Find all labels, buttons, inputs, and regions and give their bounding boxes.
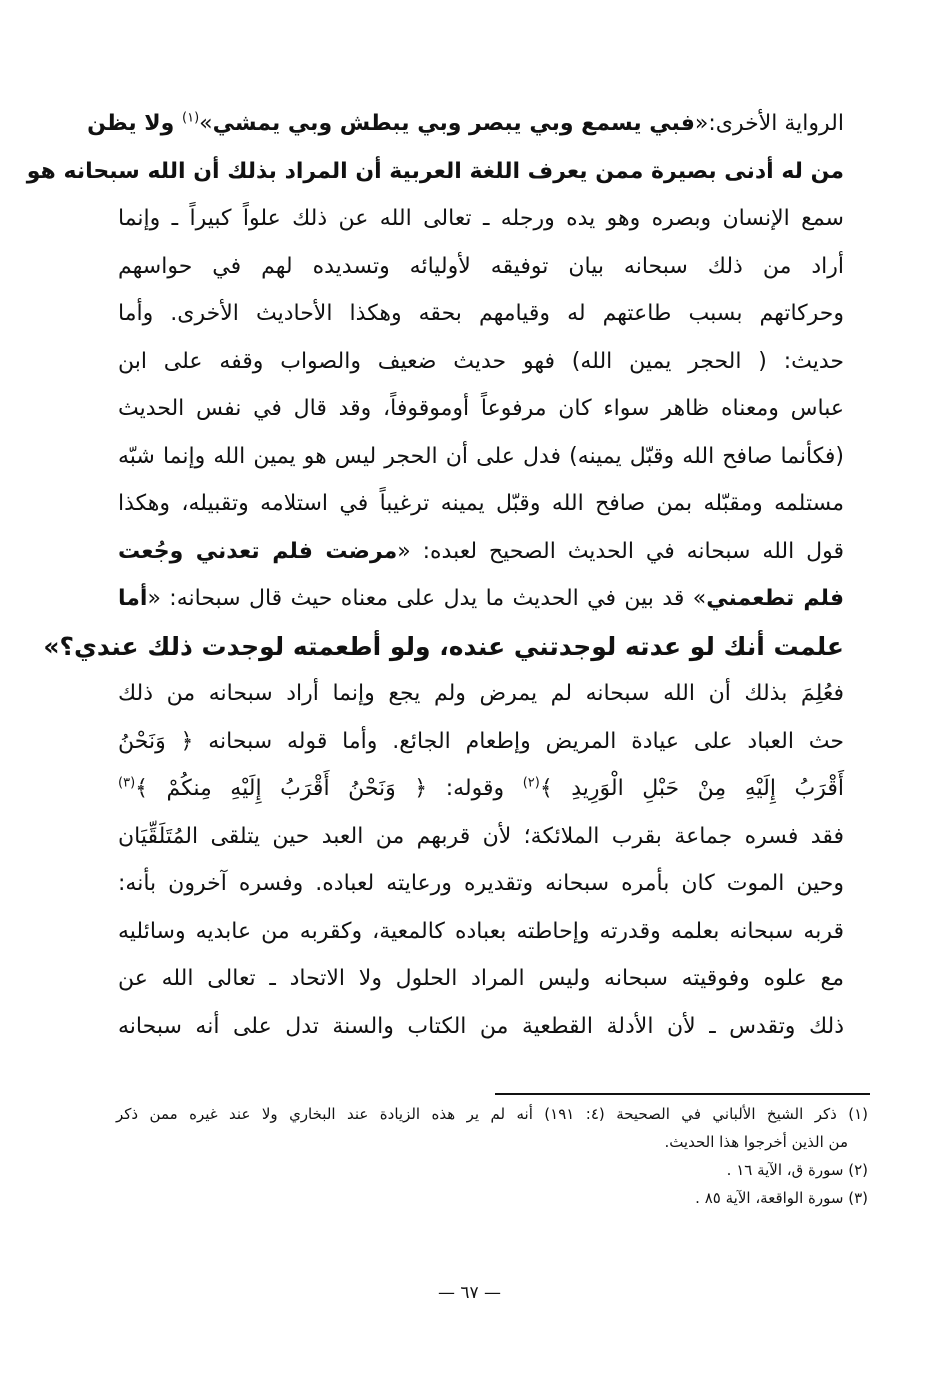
text-line: فلم تطعمني» قد بين في الحديث ما يدل على معناه حيث قال سبحانه: «أما <box>118 586 844 611</box>
footnote-ref[interactable]: (١) <box>182 110 200 126</box>
text-line: قربه سبحانه بعلمه وقدرته وإحاطته بعباده كالمعية، وكقربه من عابديه وسائليه <box>118 918 844 944</box>
main-text <box>26 100 844 1050</box>
text-line: الرواية الأخرى:«فبي يسمع وبي يبصر وبي يبطش وبي يمشي»$^{(١)}$ ولا يظن <box>87 110 844 136</box>
text-line: مستلمه ومقبّله بمن صافح الله وقبّل يمينه ترغيباً في استلامه وتقبيله، وهكذا <box>118 491 844 516</box>
text-line: وحركاتهم بسبب طاعتهم له وقيامهم بحقه وهكذا الأحاديث الأخرى. وأما <box>118 301 844 326</box>
text-line: قول الله سبحانه في الحديث الصحيح لعبده: «مرضت فلم تعدني وجُعت <box>118 538 844 564</box>
text-line: مع علوه وفوقيته سبحانه وليس المراد الحلول ولا الاتحاد ـ تعالى الله عن <box>118 966 844 991</box>
text-line: فعُلِمَ بذلك أن الله سبحانه لم يمرض ولم يجع وإنما أراد سبحانه من ذلك <box>118 681 844 706</box>
text-line: فقد فسره جماعة بقرب الملائكة؛ لأن قربهم من العبد حين يتلقى المُتَلَقِّيَان <box>118 823 844 849</box>
footnote: (١) ذكر الشيخ الألباني في الصحيحة (٤: ١٩١) أنه لم ير هذه الزيادة عند البخاري ولا عند غيره ممن ذكر <box>116 1105 869 1123</box>
text-line: (فكأنما صافح الله وقبّل يمينه) فدل على أن الحجر ليس هو يمين الله وإنما شبّه <box>118 443 844 469</box>
text-line: سمع الإنسان وبصره وهو يده ورجله ـ تعالى الله عن ذلك علواً كبيراً ـ وإنما <box>118 206 844 231</box>
footnote: (٣) سورة الواقعة، الآية ٨٥ . <box>695 1189 868 1207</box>
footnote-divider <box>495 1093 870 1095</box>
footnotes <box>116 1100 868 1212</box>
footnote-ref[interactable]: (٢) <box>522 775 540 791</box>
text-line: حث العباد على عيادة المريض وإطعام الجائع. وأما قوله سبحانه ﴿ وَنَحْنُ <box>118 728 844 754</box>
text-line: حديث: ( الحجر يمين الله) فهو حديث ضعيف والصواب وقفه على ابن <box>118 348 844 374</box>
text-line: من له أدنى بصيرة ممن يعرف اللغة العربية أن المراد بذلك أن الله سبحانه هو <box>26 158 844 184</box>
page-number: — ٦٧ — <box>437 1283 502 1303</box>
text-line: أَقْرَبُ إِلَيْهِ مِنْ حَبْلِ الْوَرِيدِ ﴾$^{(٢)}$ وقوله: ﴿ وَنَحْنُ أَقْرَبُ إِلَيْهِ مِنكُمْ ﴾$^{(٣)}$ <box>118 775 844 801</box>
text-line: وحين الموت كان بأمره سبحانه وتقديره ورعايته لعباده. وفسره آخرون بأنه: <box>118 871 844 896</box>
footnote-ref[interactable]: (٣) <box>118 775 136 791</box>
text-line: علمت أنك لو عدته لوجدتني عنده، ولو أطعمته لوجدت ذلك عندي؟» <box>43 631 844 661</box>
text-line: ذلك وتقدس ـ لأن الأدلة القطعية من الكتاب والسنة تدل على أنه سبحانه <box>118 1013 844 1039</box>
text-line: أراد من ذلك سبحانه بيان توفيقه لأوليائه وتسديده لهم في حواسهم <box>118 253 844 279</box>
footnote-continuation: من الذين أخرجوا هذا الحديث. <box>664 1133 848 1151</box>
footnote: (٢) سورة ق، الآية ١٦ . <box>726 1161 868 1179</box>
text-line: عباس ومعناه ظاهر سواء كان مرفوعاً أوموقوفاً، وقد قال في نفس الحديث <box>118 396 844 421</box>
